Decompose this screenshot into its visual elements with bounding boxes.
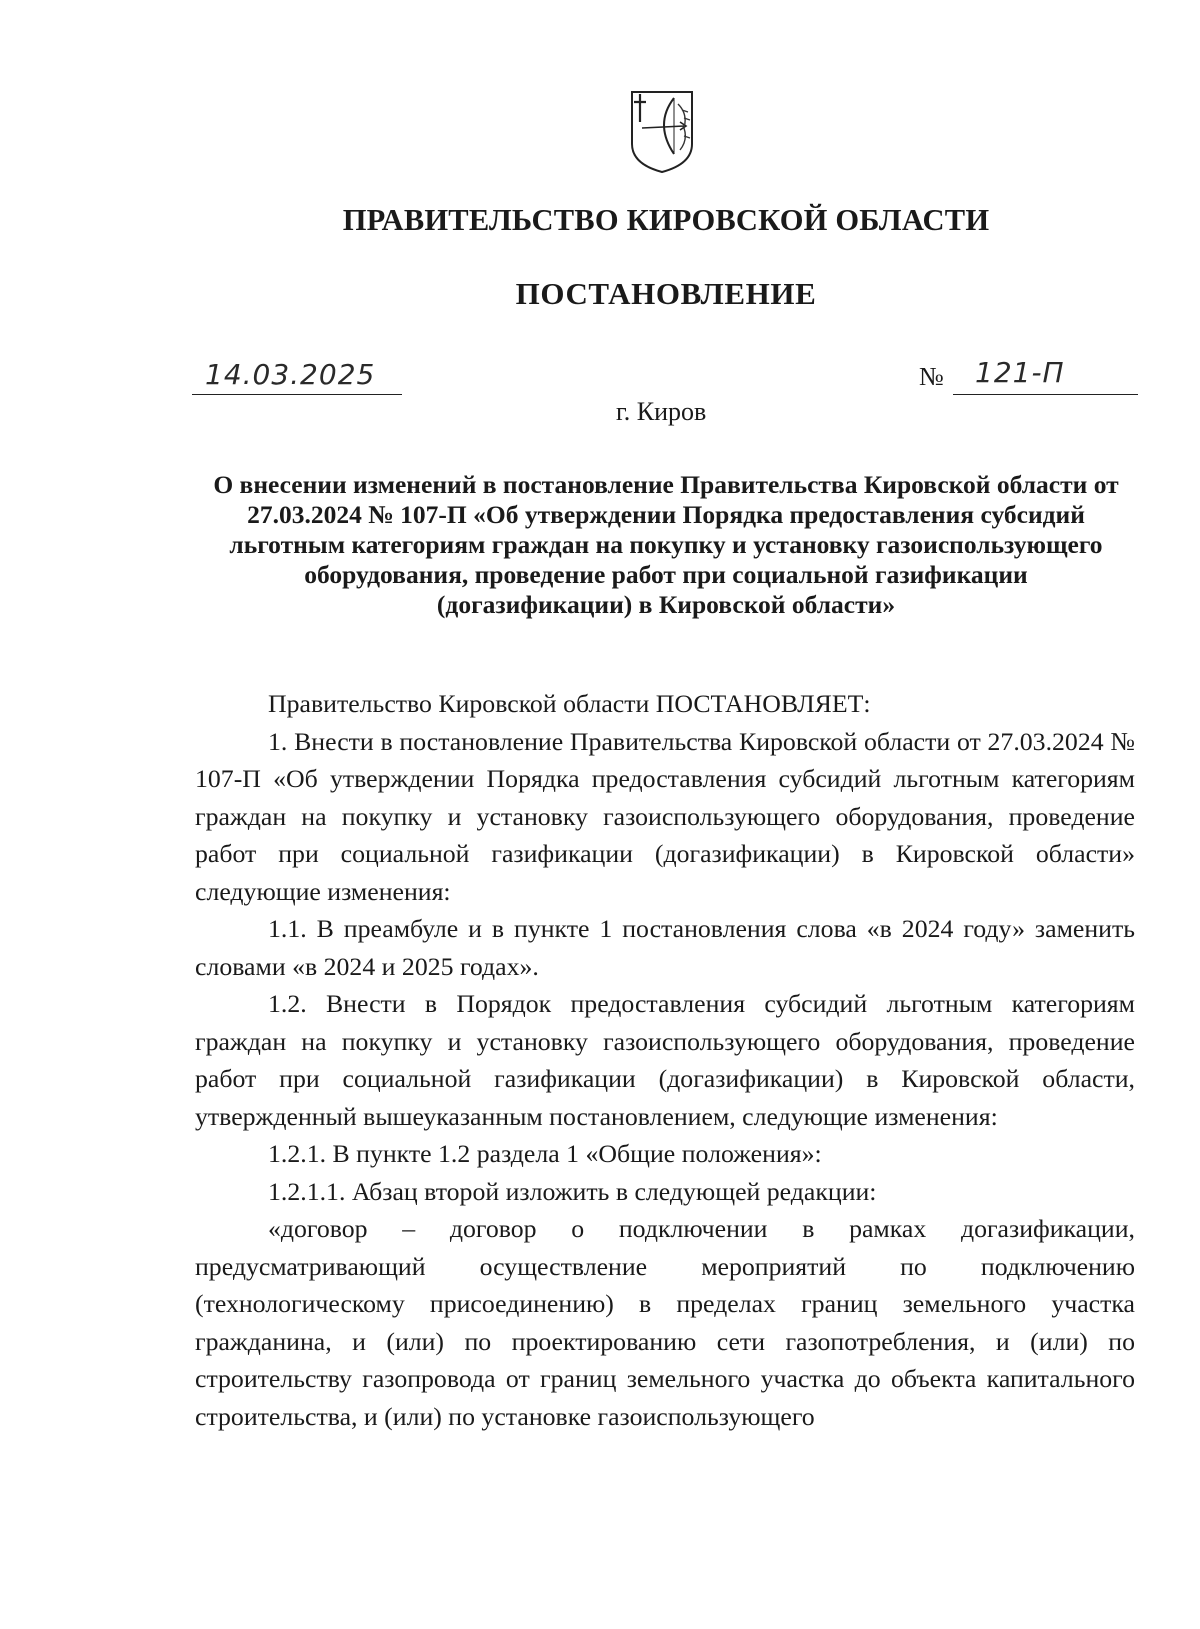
document-date: 14.03.2025 — [205, 358, 376, 391]
paragraph-1: 1. Внести в постановление Правительства Кировской области от 27.03.2024 № 107-П «Об утверждении Порядка предоставления субсидий льготным категориям граждан на покупку и установку газоиспользующего оборудования, проведение работ при социальной газификации (догазификации) в Кировской области» следующие изменения: — [195, 726, 1135, 906]
document-body — [195, 685, 1135, 1435]
paragraph-1-2: 1.2. Внести в Порядок предоставления субсидий льготным категориям граждан на покупку и установку газоиспользующего оборудования, проведение работ при социальной газификации (догазификации) в Кировской области, утвержденный вышеуказанным постановлением, следующие изменения: — [195, 989, 1135, 1131]
government-title: ПРАВИТЕЛЬСТВО КИРОВСКОЙ ОБЛАСТИ — [342, 203, 990, 237]
coat-of-arms-icon — [626, 84, 698, 176]
city: г. Киров — [616, 397, 707, 426]
document-type: ПОСТАНОВЛЕНИЕ — [515, 276, 817, 311]
paragraph-1-2-1-1: 1.2.1.1. Абзац второй изложить в следующей редакции: — [268, 1176, 877, 1206]
paragraph-1-2-1: 1.2.1. В пункте 1.2 раздела 1 «Общие положения»: — [268, 1139, 822, 1168]
document-subject: О внесении изменений в постановление Правительства Кировской области от 27.03.2024 № 107-П «Об утверждении Порядка предоставления субсидий льготным категориям граждан на покупку и установку газоиспользующего оборудования, проведение работ при социальной газификации (догазификации) в Кировской области» — [213, 470, 1119, 619]
intro-paragraph: Правительство Кировской области ПОСТАНОВЛЯЕТ: — [268, 689, 871, 718]
paragraph-1-1: 1.1. В преамбуле и в пункте 1 постановления слова «в 2024 году» заменить словами «в 2024 и 2025 годах». — [195, 914, 1135, 981]
number-label: № — [919, 362, 944, 391]
paragraph-definition: «договор – договор о подключении в рамках догазификации, предусматривающий осуществление мероприятий по подключению (технологическому присоединению) в пределах границ земельного участка гражданина, и (или) по проектированию сети газопотребления, и (или) по строительству газопровода от границ земельного участка до объекта капитального строительства, и (или) по установке газоиспользующего — [195, 1214, 1135, 1431]
document-number: 121-П — [975, 356, 1065, 389]
